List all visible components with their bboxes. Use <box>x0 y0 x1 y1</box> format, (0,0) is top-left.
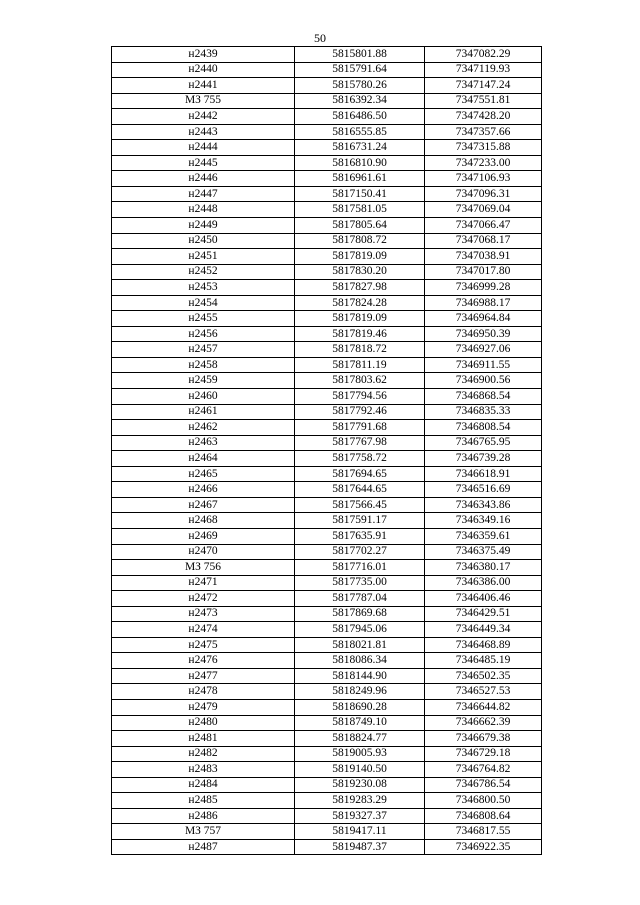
table-row <box>112 528 542 544</box>
x-coordinate-cell: 5818086.34 <box>295 653 425 669</box>
table-row <box>112 482 542 498</box>
x-coordinate-cell: 5819230.08 <box>295 777 425 793</box>
point-id-cell: н2463 <box>112 435 295 451</box>
point-id-cell: н2442 <box>112 109 295 125</box>
point-id-cell: н2460 <box>112 389 295 405</box>
point-id-cell: н2453 <box>112 280 295 296</box>
y-coordinate-cell: 7346764.82 <box>425 762 542 778</box>
y-coordinate-cell: 7346468.89 <box>425 637 542 653</box>
table-row <box>112 140 542 156</box>
table-row <box>112 513 542 529</box>
point-id-cell: н2484 <box>112 777 295 793</box>
point-id-cell: н2481 <box>112 731 295 747</box>
x-coordinate-cell: 5817591.17 <box>295 513 425 529</box>
y-coordinate-cell: 7347357.66 <box>425 124 542 140</box>
x-coordinate-cell: 5817819.46 <box>295 326 425 342</box>
point-id-cell: МЗ 755 <box>112 93 295 109</box>
x-coordinate-cell: 5816810.90 <box>295 155 425 171</box>
table-row <box>112 249 542 265</box>
x-coordinate-cell: 5817150.41 <box>295 186 425 202</box>
table-row <box>112 622 542 638</box>
point-id-cell: н2467 <box>112 497 295 513</box>
point-id-cell: н2470 <box>112 544 295 560</box>
y-coordinate-cell: 7347082.29 <box>425 47 542 63</box>
y-coordinate-cell: 7346817.55 <box>425 824 542 840</box>
x-coordinate-cell: 5817819.09 <box>295 311 425 327</box>
y-coordinate-cell: 7346359.61 <box>425 528 542 544</box>
table-row <box>112 420 542 436</box>
x-coordinate-cell: 5818021.81 <box>295 637 425 653</box>
y-coordinate-cell: 7346679.38 <box>425 731 542 747</box>
x-coordinate-cell: 5818824.77 <box>295 731 425 747</box>
table-row <box>112 653 542 669</box>
point-id-cell: н2477 <box>112 668 295 684</box>
table-row <box>112 389 542 405</box>
table-row <box>112 466 542 482</box>
point-id-cell: н2479 <box>112 699 295 715</box>
y-coordinate-cell: 7347147.24 <box>425 78 542 94</box>
y-coordinate-cell: 7347068.17 <box>425 233 542 249</box>
table-row <box>112 715 542 731</box>
table-row <box>112 699 542 715</box>
point-id-cell: н2461 <box>112 404 295 420</box>
point-id-cell: н2466 <box>112 482 295 498</box>
page-number: 50 <box>314 31 326 45</box>
y-coordinate-cell: 7346808.64 <box>425 808 542 824</box>
x-coordinate-cell: 5817827.98 <box>295 280 425 296</box>
point-id-cell: н2483 <box>112 762 295 778</box>
table-row <box>112 47 542 63</box>
point-id-cell: н2452 <box>112 264 295 280</box>
y-coordinate-cell: 7347106.93 <box>425 171 542 187</box>
x-coordinate-cell: 5816731.24 <box>295 140 425 156</box>
table-row <box>112 777 542 793</box>
x-coordinate-cell: 5817869.68 <box>295 606 425 622</box>
x-coordinate-cell: 5817694.65 <box>295 466 425 482</box>
y-coordinate-cell: 7346429.51 <box>425 606 542 622</box>
y-coordinate-cell: 7346343.86 <box>425 497 542 513</box>
table-row <box>112 762 542 778</box>
x-coordinate-cell: 5817808.72 <box>295 233 425 249</box>
x-coordinate-cell: 5817767.98 <box>295 435 425 451</box>
y-coordinate-cell: 7346618.91 <box>425 466 542 482</box>
x-coordinate-cell: 5818690.28 <box>295 699 425 715</box>
x-coordinate-cell: 5817735.00 <box>295 575 425 591</box>
x-coordinate-cell: 5817824.28 <box>295 295 425 311</box>
y-coordinate-cell: 7346406.46 <box>425 591 542 607</box>
x-coordinate-cell: 5817581.05 <box>295 202 425 218</box>
y-coordinate-cell: 7347233.00 <box>425 155 542 171</box>
point-id-cell: н2486 <box>112 808 295 824</box>
point-id-cell: н2465 <box>112 466 295 482</box>
table-row <box>112 606 542 622</box>
y-coordinate-cell: 7346644.82 <box>425 699 542 715</box>
y-coordinate-cell: 7346380.17 <box>425 560 542 576</box>
point-id-cell: н2443 <box>112 124 295 140</box>
table-row <box>112 186 542 202</box>
table-row <box>112 342 542 358</box>
x-coordinate-cell: 5817803.62 <box>295 373 425 389</box>
point-id-cell: н2482 <box>112 746 295 762</box>
y-coordinate-cell: 7346999.28 <box>425 280 542 296</box>
x-coordinate-cell: 5817702.27 <box>295 544 425 560</box>
table-row <box>112 435 542 451</box>
table-row <box>112 311 542 327</box>
point-id-cell: н2440 <box>112 62 295 78</box>
point-id-cell: н2459 <box>112 373 295 389</box>
point-id-cell: н2475 <box>112 637 295 653</box>
x-coordinate-cell: 5815801.88 <box>295 47 425 63</box>
table-row <box>112 124 542 140</box>
x-coordinate-cell: 5817791.68 <box>295 420 425 436</box>
point-id-cell: н2471 <box>112 575 295 591</box>
y-coordinate-cell: 7346786.54 <box>425 777 542 793</box>
x-coordinate-cell: 5817792.46 <box>295 404 425 420</box>
table-row <box>112 544 542 560</box>
table-row <box>112 109 542 125</box>
y-coordinate-cell: 7346868.54 <box>425 389 542 405</box>
table-row <box>112 78 542 94</box>
table-row <box>112 560 542 576</box>
point-id-cell: н2468 <box>112 513 295 529</box>
x-coordinate-cell: 5818749.10 <box>295 715 425 731</box>
y-coordinate-cell: 7347069.04 <box>425 202 542 218</box>
y-coordinate-cell: 7346800.50 <box>425 793 542 809</box>
x-coordinate-cell: 5819140.50 <box>295 762 425 778</box>
point-id-cell: н2458 <box>112 357 295 373</box>
y-coordinate-cell: 7346386.00 <box>425 575 542 591</box>
table-row <box>112 668 542 684</box>
point-id-cell: МЗ 756 <box>112 560 295 576</box>
table-row <box>112 280 542 296</box>
y-coordinate-cell: 7347017.80 <box>425 264 542 280</box>
point-id-cell: н2454 <box>112 295 295 311</box>
table-row <box>112 731 542 747</box>
x-coordinate-cell: 5815791.64 <box>295 62 425 78</box>
table-row <box>112 591 542 607</box>
x-coordinate-cell: 5819487.37 <box>295 839 425 855</box>
y-coordinate-cell: 7346449.34 <box>425 622 542 638</box>
table-row <box>112 404 542 420</box>
point-id-cell: н2451 <box>112 249 295 265</box>
y-coordinate-cell: 7346729.18 <box>425 746 542 762</box>
x-coordinate-cell: 5818249.96 <box>295 684 425 700</box>
point-id-cell: н2455 <box>112 311 295 327</box>
point-id-cell: н2439 <box>112 47 295 63</box>
x-coordinate-cell: 5816392.34 <box>295 93 425 109</box>
y-coordinate-cell: 7346502.35 <box>425 668 542 684</box>
y-coordinate-cell: 7347066.47 <box>425 218 542 234</box>
table-row <box>112 264 542 280</box>
x-coordinate-cell: 5816961.61 <box>295 171 425 187</box>
table-row <box>112 824 542 840</box>
x-coordinate-cell: 5817945.06 <box>295 622 425 638</box>
x-coordinate-cell: 5819327.37 <box>295 808 425 824</box>
y-coordinate-cell: 7346765.95 <box>425 435 542 451</box>
point-id-cell: н2485 <box>112 793 295 809</box>
table-row <box>112 746 542 762</box>
point-id-cell: н2457 <box>112 342 295 358</box>
table-row <box>112 357 542 373</box>
y-coordinate-cell: 7347096.31 <box>425 186 542 202</box>
point-id-cell: н2448 <box>112 202 295 218</box>
table-row <box>112 575 542 591</box>
point-id-cell: н2447 <box>112 186 295 202</box>
point-id-cell: н2478 <box>112 684 295 700</box>
point-id-cell: н2449 <box>112 218 295 234</box>
x-coordinate-cell: 5817644.65 <box>295 482 425 498</box>
x-coordinate-cell: 5817635.91 <box>295 528 425 544</box>
point-id-cell: н2473 <box>112 606 295 622</box>
point-id-cell: н2464 <box>112 451 295 467</box>
x-coordinate-cell: 5819283.29 <box>295 793 425 809</box>
y-coordinate-cell: 7347038.91 <box>425 249 542 265</box>
x-coordinate-cell: 5815780.26 <box>295 78 425 94</box>
point-id-cell: н2476 <box>112 653 295 669</box>
point-id-cell: н2472 <box>112 591 295 607</box>
table-row <box>112 93 542 109</box>
y-coordinate-cell: 7346516.69 <box>425 482 542 498</box>
y-coordinate-cell: 7347428.20 <box>425 109 542 125</box>
y-coordinate-cell: 7347551.81 <box>425 93 542 109</box>
x-coordinate-cell: 5819417.11 <box>295 824 425 840</box>
coordinates-table <box>111 46 542 855</box>
x-coordinate-cell: 5817716.01 <box>295 560 425 576</box>
y-coordinate-cell: 7346808.54 <box>425 420 542 436</box>
point-id-cell: н2445 <box>112 155 295 171</box>
x-coordinate-cell: 5817818.72 <box>295 342 425 358</box>
x-coordinate-cell: 5816555.85 <box>295 124 425 140</box>
x-coordinate-cell: 5817811.19 <box>295 357 425 373</box>
point-id-cell: н2456 <box>112 326 295 342</box>
y-coordinate-cell: 7346927.06 <box>425 342 542 358</box>
y-coordinate-cell: 7346835.33 <box>425 404 542 420</box>
y-coordinate-cell: 7346950.39 <box>425 326 542 342</box>
point-id-cell: н2462 <box>112 420 295 436</box>
x-coordinate-cell: 5816486.50 <box>295 109 425 125</box>
x-coordinate-cell: 5817787.04 <box>295 591 425 607</box>
table-row <box>112 373 542 389</box>
point-id-cell: н2444 <box>112 140 295 156</box>
x-coordinate-cell: 5817830.20 <box>295 264 425 280</box>
table-row <box>112 295 542 311</box>
table-row <box>112 497 542 513</box>
y-coordinate-cell: 7346911.55 <box>425 357 542 373</box>
coordinates-table-body <box>112 47 542 855</box>
y-coordinate-cell: 7346922.35 <box>425 839 542 855</box>
point-id-cell: н2469 <box>112 528 295 544</box>
x-coordinate-cell: 5818144.90 <box>295 668 425 684</box>
table-row <box>112 808 542 824</box>
y-coordinate-cell: 7346375.49 <box>425 544 542 560</box>
table-row <box>112 839 542 855</box>
table-row <box>112 793 542 809</box>
x-coordinate-cell: 5817819.09 <box>295 249 425 265</box>
table-row <box>112 155 542 171</box>
y-coordinate-cell: 7346988.17 <box>425 295 542 311</box>
table-row <box>112 218 542 234</box>
table-row <box>112 451 542 467</box>
y-coordinate-cell: 7346662.39 <box>425 715 542 731</box>
table-row <box>112 326 542 342</box>
point-id-cell: н2450 <box>112 233 295 249</box>
point-id-cell: н2441 <box>112 78 295 94</box>
table-row <box>112 62 542 78</box>
y-coordinate-cell: 7346900.56 <box>425 373 542 389</box>
point-id-cell: МЗ 757 <box>112 824 295 840</box>
y-coordinate-cell: 7346485.19 <box>425 653 542 669</box>
table-row <box>112 171 542 187</box>
x-coordinate-cell: 5817805.64 <box>295 218 425 234</box>
point-id-cell: н2474 <box>112 622 295 638</box>
x-coordinate-cell: 5819005.93 <box>295 746 425 762</box>
point-id-cell: н2446 <box>112 171 295 187</box>
y-coordinate-cell: 7346527.53 <box>425 684 542 700</box>
table-row <box>112 684 542 700</box>
y-coordinate-cell: 7346349.16 <box>425 513 542 529</box>
x-coordinate-cell: 5817758.72 <box>295 451 425 467</box>
y-coordinate-cell: 7347315.88 <box>425 140 542 156</box>
y-coordinate-cell: 7346739.28 <box>425 451 542 467</box>
point-id-cell: н2487 <box>112 839 295 855</box>
point-id-cell: н2480 <box>112 715 295 731</box>
table-row <box>112 637 542 653</box>
table-row <box>112 202 542 218</box>
x-coordinate-cell: 5817794.56 <box>295 389 425 405</box>
table-row <box>112 233 542 249</box>
y-coordinate-cell: 7347119.93 <box>425 62 542 78</box>
x-coordinate-cell: 5817566.45 <box>295 497 425 513</box>
y-coordinate-cell: 7346964.84 <box>425 311 542 327</box>
